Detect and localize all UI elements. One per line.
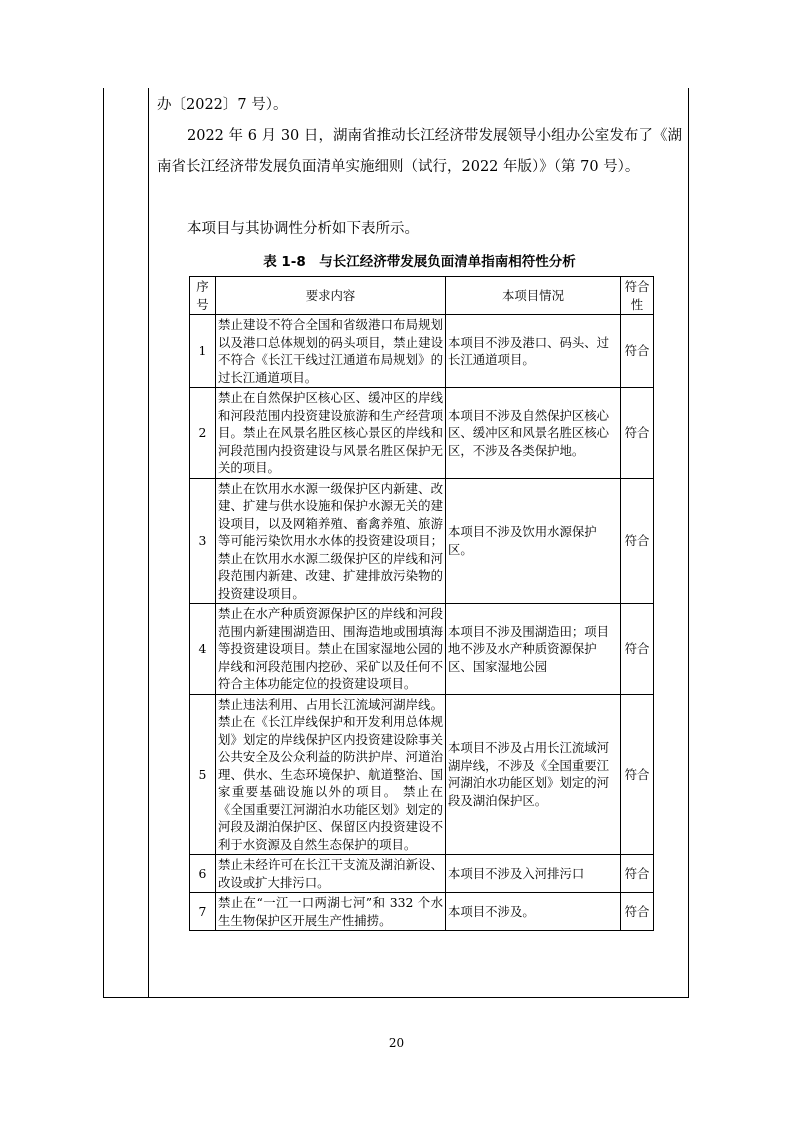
table-header-row <box>190 277 654 315</box>
row-requirement: 禁止在水产种质资源保护区的岸线和河段范围内新建围湖造田、围海造地或围填海等投资建设项目。禁止在国家湿地公园的岸线和河段范围内挖砂、采矿以及任何不符合主体功能定位的投资建设项目。 <box>216 604 446 695</box>
table-row <box>190 855 654 893</box>
row-requirement: 禁止在“一江一口两湖七河”和 332 个水生生物保护区开展生产性捕捞。 <box>216 893 446 931</box>
paragraph-table-intro: 本项目与其协调性分析如下表所示。 <box>187 221 419 237</box>
table-row <box>190 893 654 931</box>
row-requirement: 禁止违法利用、占用长江流域河湖岸线。禁止在《长江岸线保护和开发利用总体规划》划定的岸线保护区内投资建设除事关公共安全及公众利益的防洪护岸、河道治理、供水、生态环境保护、航道整治、国家重要基础设施以外的项目。 禁止在《全国重要江河湖泊水功能区划》划定的河段及湖泊保护区、保留区内投资建设不利于水资源及自然生态保护的项目。 <box>216 694 446 855</box>
row-compliance: 符合 <box>621 604 654 695</box>
paragraph-ref-tail: 办〔2022〕7 号）。 <box>157 97 288 113</box>
row-requirement: 禁止在自然保护区核心区、缓冲区的岸线和河段范围内投资建设旅游和生产经营项目。禁止在风景名胜区核心景区的岸线和河段范围内投资建设与风景名胜区保护无关的项目。 <box>216 388 446 479</box>
header-project: 本项目情况 <box>446 277 621 315</box>
row-project-status: 本项目不涉及围湖造田；项目地不涉及水产种质资源保护区、国家湿地公园 <box>446 604 621 695</box>
table-row <box>190 388 654 479</box>
page-number: 20 <box>388 1036 405 1050</box>
row-compliance: 符合 <box>621 694 654 855</box>
row-project-status: 本项目不涉及饮用水源保护区。 <box>446 478 621 604</box>
row-number: 1 <box>190 315 216 388</box>
row-requirement: 禁止未经许可在长江干支流及湖泊新设、改设或扩大排污口。 <box>216 855 446 893</box>
compliance-table <box>189 276 654 931</box>
row-compliance: 符合 <box>621 478 654 604</box>
table-caption: 表 1-8 与长江经济带发展负面清单指南相符性分析 <box>263 254 576 270</box>
row-number: 7 <box>190 893 216 931</box>
row-number: 3 <box>190 478 216 604</box>
header-compliance: 符合性 <box>621 277 654 315</box>
row-number: 2 <box>190 388 216 479</box>
row-compliance: 符合 <box>621 893 654 931</box>
row-number: 5 <box>190 694 216 855</box>
row-compliance: 符合 <box>621 388 654 479</box>
row-number: 6 <box>190 855 216 893</box>
row-requirement: 禁止建设不符合全国和省级港口布局规划以及港口总体规划的码头项目，禁止建设不符合《长江干线过江通道布局规划》的过长江通道项目。 <box>216 315 446 388</box>
table-row <box>190 604 654 695</box>
row-project-status: 本项目不涉及。 <box>446 893 621 931</box>
frame-divider <box>148 88 149 998</box>
row-compliance: 符合 <box>621 315 654 388</box>
table-row <box>190 478 654 604</box>
row-project-status: 本项目不涉及港口、码头、过长江通道项目。 <box>446 315 621 388</box>
paragraph-publication: 2022 年 6 月 30 日，湖南省推动长江经济带发展领导小组办公室发布了《湖南省长江经济带发展负面清单实施细则（试行，2022 年版）》（第 70 号）。 <box>157 128 682 175</box>
header-requirement: 要求内容 <box>216 277 446 315</box>
row-compliance: 符合 <box>621 855 654 893</box>
table-row <box>190 694 654 855</box>
header-no: 序号 <box>190 277 216 315</box>
row-number: 4 <box>190 604 216 695</box>
row-requirement: 禁止在饮用水水源一级保护区内新建、改建、扩建与供水设施和保护水源无关的建设项目，以及网箱养殖、畜禽养殖、旅游等可能污染饮用水水体的投资建设项目；禁止在饮用水水源二级保护区的岸线和河段范围内新建、改建、扩建排放污染物的投资建设项目。 <box>216 478 446 604</box>
row-project-status: 本项目不涉及入河排污口 <box>446 855 621 893</box>
row-project-status: 本项目不涉及占用长江流域河湖岸线，不涉及《全国重要江河湖泊水功能区划》划定的河段及湖泊保护区。 <box>446 694 621 855</box>
table-row <box>190 315 654 388</box>
row-project-status: 本项目不涉及自然保护区核心区、缓冲区和风景名胜区核心区，不涉及各类保护地。 <box>446 388 621 479</box>
